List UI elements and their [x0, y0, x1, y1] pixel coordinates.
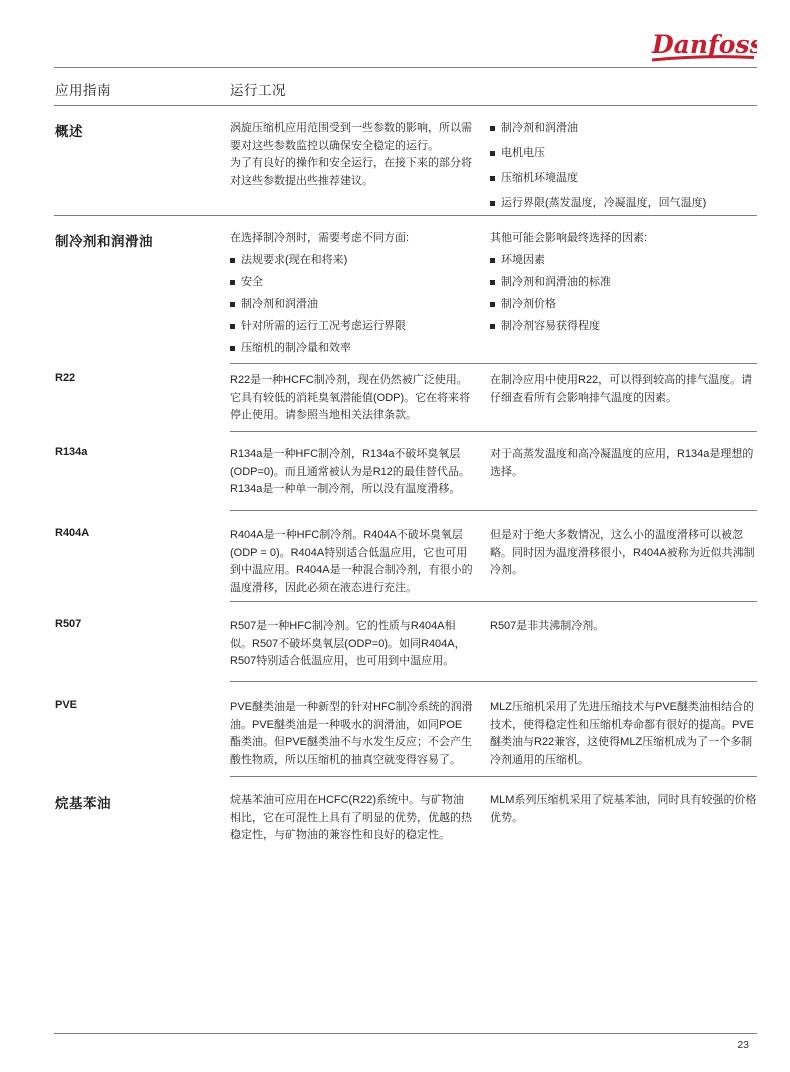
- list-intro: 在选择制冷剂时，需要考虑不同方面:: [230, 232, 410, 244]
- section-r22: [55, 372, 757, 425]
- section-alkylbenzene-oil-text: [230, 792, 473, 845]
- section-pve-note: [473, 699, 757, 769]
- section-alkylbenzene-oil: [55, 792, 757, 845]
- divider: [230, 681, 757, 682]
- section-pve-label: PVE: [55, 699, 78, 711]
- square-bullet-icon: [230, 302, 235, 307]
- list-intro: 其他可能会影响最终选择的因素:: [490, 232, 648, 244]
- section-refrigerant-lubricant: [55, 230, 757, 358]
- paragraph: 涡旋压缩机应用范围受到一些参数的影响，所以需要对这些参数监控以确保安全稳定的运行。: [230, 122, 472, 152]
- list-item-label: 法规要求(现在和将来): [241, 254, 348, 266]
- paragraph: R507是一种HFC制冷剂。它的性质与R404A相似。R507不破坏臭氧层(ODP=0)。如同R404A，R507特别适合低温应用，也可用到中温应用。: [230, 620, 466, 667]
- list-item-label: 安全: [241, 276, 263, 288]
- section-alkylbenzene-oil-label: 烷基苯油: [55, 796, 111, 811]
- paragraph: 对于高蒸发温度和高冷凝温度的应用，R134a是理想的选择。: [490, 448, 754, 478]
- paragraph: R507是非共沸制冷剂。: [490, 620, 605, 632]
- section-refrigerant-lubricant-label: 制冷剂和润滑油: [55, 234, 153, 249]
- square-bullet-icon: [230, 280, 235, 285]
- divider: [230, 776, 757, 777]
- section-overview-bullets: [473, 120, 757, 213]
- section-pve: [55, 699, 757, 769]
- paragraph: 烷基苯油可应用在HCFC(R22)系统中。与矿物油相比，它在可混性上具有了明显的优势，优越的热稳定性，与矿物油的兼容性和良好的稳定性。: [230, 794, 472, 841]
- section-r507-label: R507: [55, 618, 82, 630]
- divider: [230, 363, 757, 364]
- section-r507-text: [230, 618, 473, 671]
- list-item-label: 制冷剂和润滑油: [501, 122, 578, 134]
- list-item-label: 制冷剂和润滑油: [241, 298, 318, 310]
- list-item: [230, 274, 473, 292]
- list-item-label: 压缩机的制冷量和效率: [241, 342, 351, 354]
- list-item: [230, 296, 473, 314]
- square-bullet-icon: [490, 126, 495, 131]
- square-bullet-icon: [490, 176, 495, 181]
- square-bullet-icon: [230, 346, 235, 351]
- paragraph: 但是对于绝大多数情况，这么小的温度滑移可以被忽略。同时因为温度滑移很小，R404A被称为近似共沸制冷剂。: [490, 529, 755, 576]
- danfoss-logo-text: Danfoss: [652, 30, 757, 59]
- danfoss-logo-graphic: [649, 24, 757, 70]
- section-overview: [55, 120, 757, 213]
- square-bullet-icon: [490, 151, 495, 156]
- list-item: [490, 318, 757, 336]
- square-bullet-icon: [490, 324, 495, 329]
- section-r22-note: [473, 372, 757, 407]
- doc-title: 应用指南: [55, 83, 111, 98]
- section-r404a-note: [473, 527, 757, 580]
- section-r404a: [55, 527, 757, 597]
- divider-top: [54, 67, 757, 68]
- list-item-label: 制冷剂和润滑油的标准: [501, 276, 611, 288]
- divider: [230, 510, 757, 511]
- paragraph: R404A是一种HFC制冷剂。R404A不破坏臭氧层(ODP = 0)。R404A特别适合低温应用，它也可用到中温应用。R404A是一种混合制冷剂，有很小的温度滑移，因此必须在液态进行充注。: [230, 529, 473, 594]
- list-item-label: 运行界限(蒸发温度，冷凝温度，回气温度): [501, 197, 707, 209]
- square-bullet-icon: [490, 258, 495, 263]
- section-alkylbenzene-oil-note: [473, 792, 757, 827]
- paragraph: MLM系列压缩机采用了烷基苯油，同时具有较强的价格优势。: [490, 794, 757, 824]
- divider: [230, 431, 757, 432]
- section-r404a-label: R404A: [55, 527, 90, 539]
- paragraph: PVE醚类油是一种新型的针对HFC制冷系统的润滑油。PVE醚类油是一种吸水的润滑油，如同POE酯类油。但PVE醚类油不与水发生反应；不会产生酸性物质，所以压缩机的抽真空就变得容易了。: [230, 701, 473, 766]
- danfoss-logo: [649, 24, 757, 70]
- refrigerant-selection-list: [230, 230, 473, 358]
- list-item-label: 针对所需的运行工况考虑运行界限: [241, 320, 406, 332]
- section-overview-label: 概述: [55, 124, 83, 139]
- section-overview-text: [230, 120, 473, 190]
- section-r507: [55, 618, 757, 671]
- paragraph: R22是一种HCFC制冷剂，现在仍然被广泛使用。它具有较低的消耗臭氧潜能值(ODP)。它在将来将停止使用。请参照当地相关法律条款。: [230, 374, 471, 421]
- list-item-label: 制冷剂价格: [501, 298, 556, 310]
- section-r134a-note: [473, 446, 757, 481]
- list-item: [490, 296, 757, 314]
- list-item: [490, 170, 757, 188]
- list-item-label: 制冷剂容易获得程度: [501, 320, 600, 332]
- other-factors-list: [473, 230, 757, 336]
- section-r404a-text: [230, 527, 473, 597]
- section-r507-note: [473, 618, 757, 636]
- square-bullet-icon: [490, 201, 495, 206]
- list-item: [230, 340, 473, 358]
- square-bullet-icon: [490, 280, 495, 285]
- danfoss-logo-underline: [652, 57, 754, 60]
- list-item: [230, 252, 473, 270]
- divider: [54, 215, 757, 216]
- list-item: [490, 145, 757, 163]
- paragraph: 为了有良好的操作和安全运行，在接下来的部分将对这些参数提出些推荐建议。: [230, 157, 472, 187]
- list-item: [490, 120, 757, 138]
- section-r22-text: [230, 372, 473, 425]
- paragraph: R134a是一种HFC制冷剂，R134a不破坏臭氧层(ODP=0)。而且通常被认为是R12的最佳替代品。R134a是一种单一制冷剂，所以没有温度滑移。: [230, 448, 470, 495]
- square-bullet-icon: [230, 324, 235, 329]
- divider-footer: [54, 1033, 757, 1034]
- list-item: [490, 195, 757, 213]
- divider-header: [54, 105, 757, 106]
- section-r134a: [55, 446, 757, 499]
- list-item-label: 环境因素: [501, 254, 545, 266]
- page-section-title: 运行工况: [230, 83, 286, 98]
- list-item: [490, 274, 757, 292]
- list-item-label: 压缩机环境温度: [501, 172, 578, 184]
- paragraph: 在制冷应用中使用R22，可以得到较高的排气温度。请仔细查看所有会影响排气温度的因素。: [490, 374, 753, 404]
- list-item: [490, 252, 757, 270]
- section-r134a-label: R134a: [55, 446, 88, 458]
- section-r134a-text: [230, 446, 473, 499]
- list-item-label: 电机电压: [501, 147, 545, 159]
- section-pve-text: [230, 699, 473, 769]
- page-number: 23: [737, 1039, 749, 1051]
- square-bullet-icon: [490, 302, 495, 307]
- square-bullet-icon: [230, 258, 235, 263]
- list-item: [230, 318, 473, 336]
- divider: [230, 601, 757, 602]
- paragraph: MLZ压缩机采用了先进压缩技术与PVE醚类油相结合的技术，使得稳定性和压缩机寿命都有很好的提高。PVE醚类油与R22兼容，这使得MLZ压缩机成为了一个多制冷剂通用的压缩机。: [490, 701, 755, 766]
- section-r22-label: R22: [55, 372, 76, 384]
